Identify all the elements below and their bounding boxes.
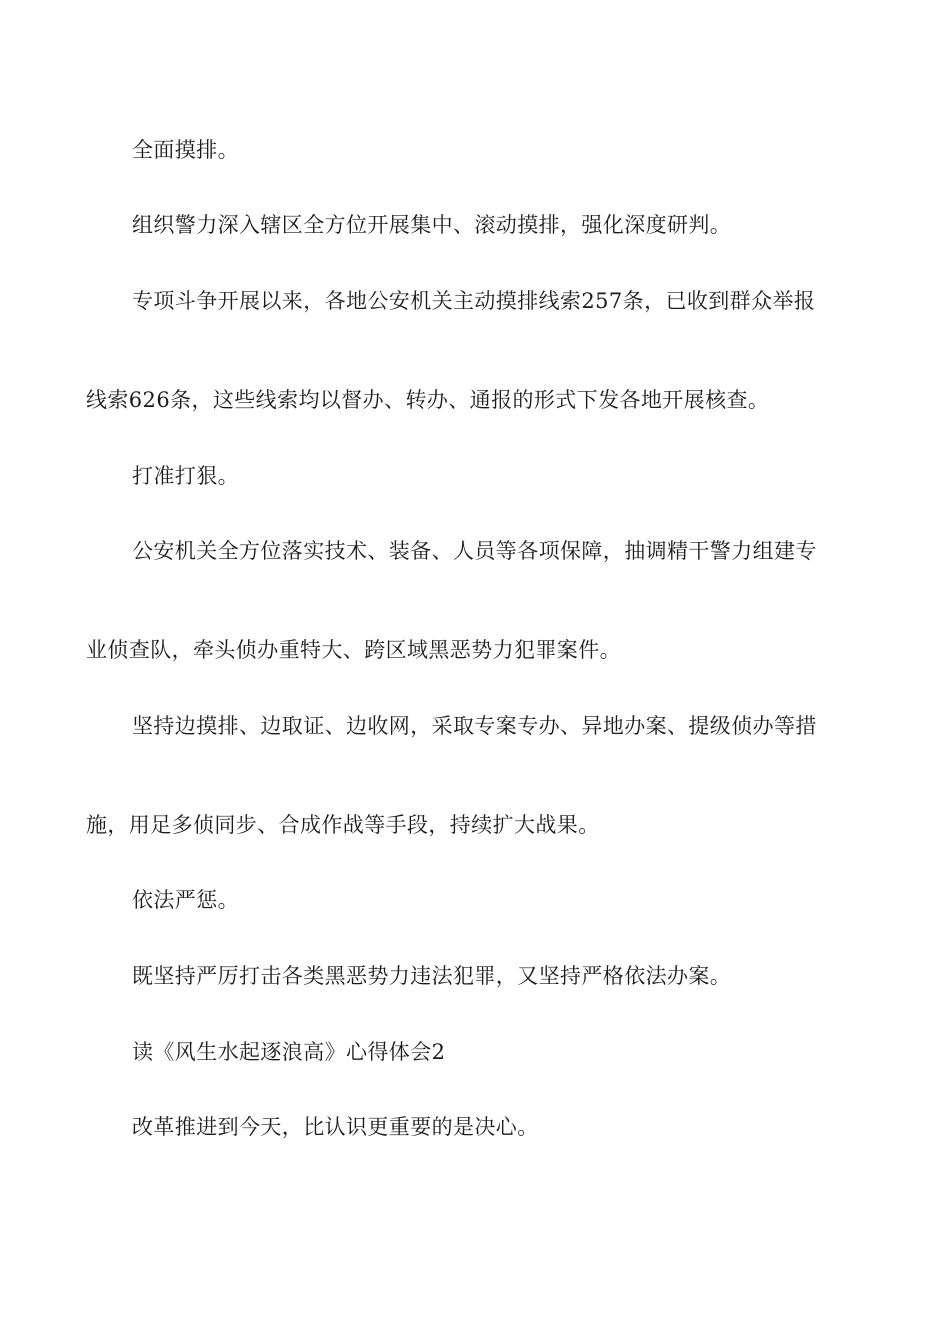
paragraph-line: 组织警力深入辖区全方位开展集中、滚动摸排，强化深度研判。 (132, 213, 732, 237)
paragraph-line: 全面摸排。 (132, 138, 239, 162)
paragraph-line: 打准打狠。 (132, 464, 239, 488)
paragraph-line: 业侦查队，牵头侦办重特大、跨区域黑恶势力犯罪案件。 (86, 638, 621, 662)
paragraph-line: 既坚持严厉打击各类黑恶势力违法犯罪，又坚持严格依法办案。 (132, 964, 732, 988)
paragraph-line: 线索626条，这些线索均以督办、转办、通报的形式下发各地开展核查。 (86, 388, 770, 412)
paragraph-line: 公安机关全方位落实技术、装备、人员等各项保障，抽调精干警力组建专 (132, 539, 817, 563)
paragraph-line: 施，用足多侦同步、合成作战等手段，持续扩大战果。 (86, 813, 600, 837)
paragraph-line: 专项斗争开展以来，各地公安机关主动摸排线索257条，已收到群众举报 (132, 289, 816, 313)
paragraph-line: 坚持边摸排、边取证、边收网，采取专案专办、异地办案、提级侦办等措 (132, 714, 817, 738)
section-heading: 读《风生水起逐浪高》心得体会2 (132, 1040, 446, 1064)
paragraph-line: 依法严惩。 (132, 888, 239, 912)
paragraph-line: 改革推进到今天，比认识更重要的是决心。 (132, 1115, 539, 1139)
